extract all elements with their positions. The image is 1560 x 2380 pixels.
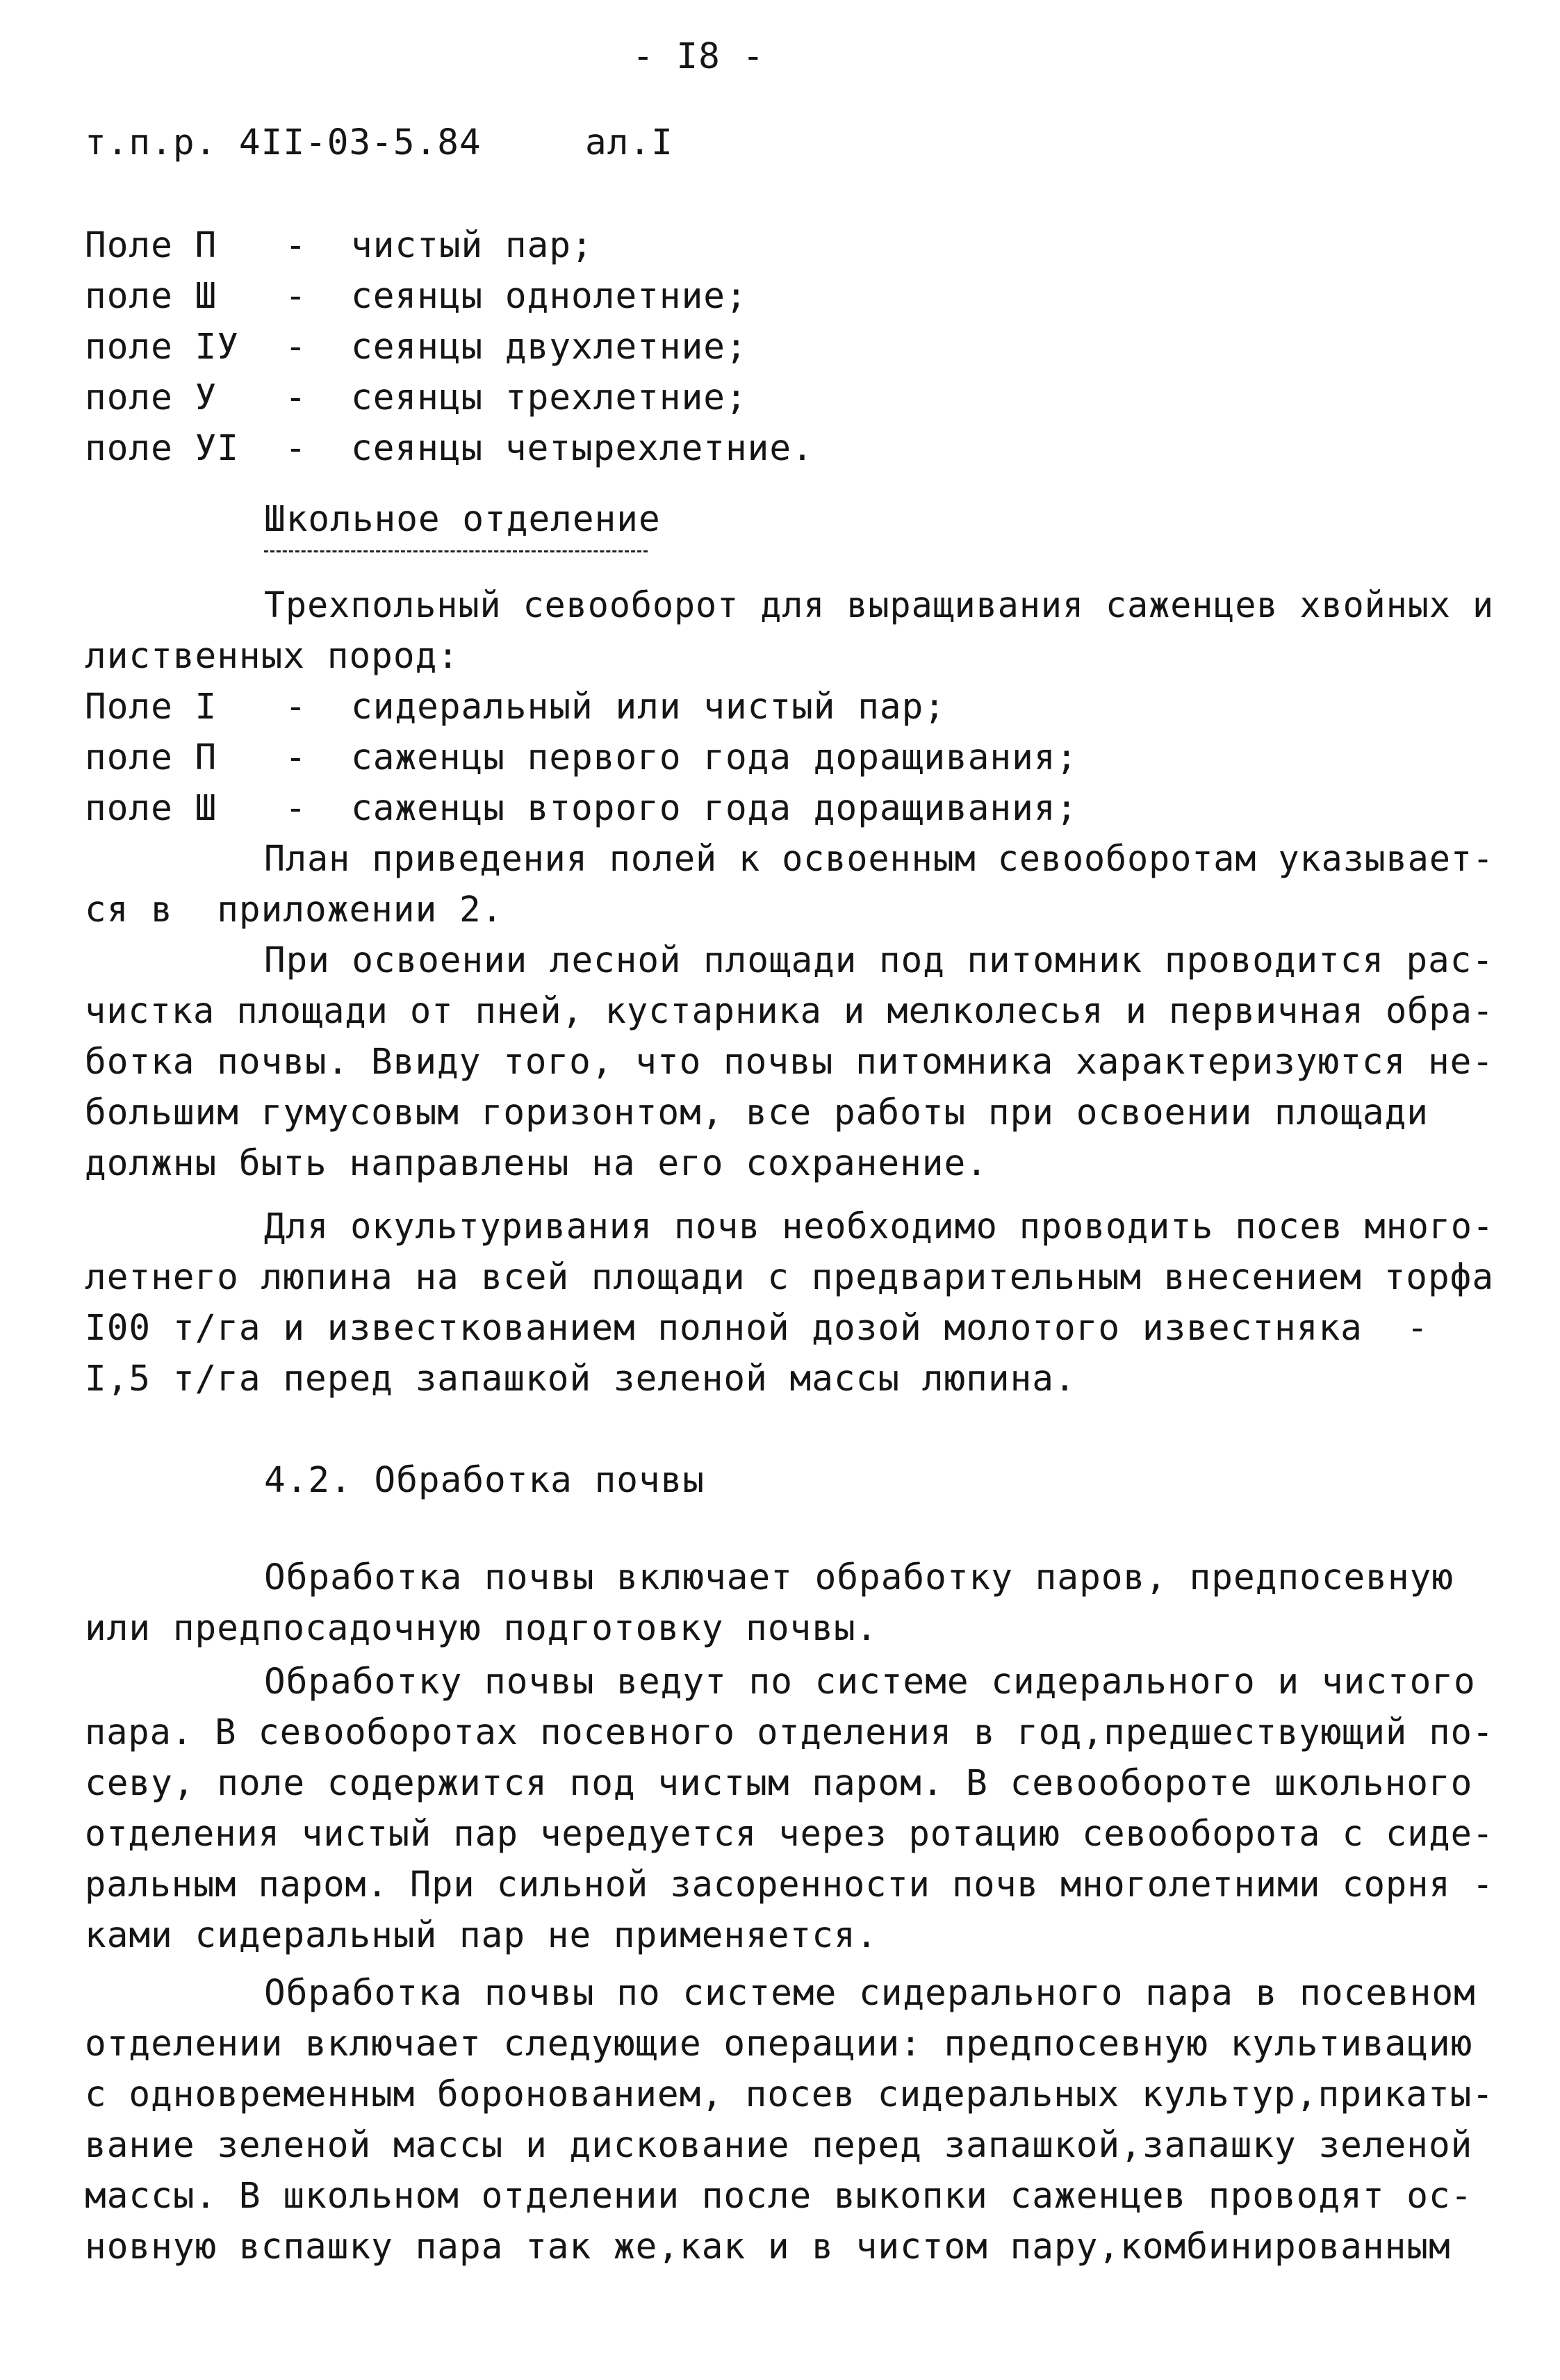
field-text: саженцы второго года доращивания;: [351, 788, 1078, 829]
school-intro-line: лиственных пород:: [85, 636, 459, 677]
paragraph-line: массы. В школьном отделении после выкопки саженцев проводят ос-: [85, 2176, 1473, 2217]
field-label: поле Ш: [85, 276, 217, 317]
document-code: т.п.р. 4II-03-5.84: [85, 122, 482, 163]
field-label: Поле П: [85, 225, 217, 266]
paragraph-line: Обработку почвы ведут по системе сидерального и чистого: [264, 1661, 1476, 1702]
field-text: сеянцы двухлетние;: [351, 327, 748, 368]
field-dash: -: [285, 788, 307, 829]
sheet-number: ал.I: [585, 122, 673, 163]
paragraph-line: При освоении лесной площади под питомник проводится рас-: [264, 940, 1494, 981]
field-label: поле У: [85, 377, 217, 418]
field-label: поле П: [85, 737, 217, 778]
field-dash: -: [285, 377, 307, 418]
school-section-heading: Школьное отделение: [264, 499, 661, 540]
paragraph-line: Обработка почвы включает обработку паров, предпосевную: [264, 1557, 1454, 1598]
field-text: сеянцы четырехлетние.: [351, 428, 814, 469]
field-dash: -: [285, 428, 307, 469]
paragraph-line: I00 т/га и известкованием полной дозой молотого известняка -: [85, 1308, 1429, 1349]
paragraph-line: чистка площади от пней, кустарника и мелколесья и первичная обра-: [85, 991, 1494, 1032]
paragraph-line: План приведения полей к освоенным севооборотам указывает-: [264, 839, 1494, 880]
section-heading: 4.2. Обработка почвы: [264, 1460, 705, 1501]
field-dash: -: [285, 737, 307, 778]
paragraph-line: с одновременным боронованием, посев сидеральных культур,прикаты-: [85, 2074, 1494, 2115]
paragraph-line: новную вспашку пара так же,как и в чистом пару,комбинированным: [85, 2226, 1451, 2267]
paragraph-line: вание зеленой массы и дискование перед запашкой,запашку зеленой: [85, 2125, 1473, 2166]
paragraph-line: пара. В севооборотах посевного отделения в год,предшествующий по-: [85, 1712, 1494, 1753]
paragraph-line: отделения чистый пар чередуется через ротацию севооборота с сиде-: [85, 1814, 1494, 1855]
field-dash: -: [285, 687, 307, 728]
paragraph-line: или предпосадочную подготовку почвы.: [85, 1608, 878, 1649]
paragraph-line: ками сидеральный пар не применяется.: [85, 1915, 878, 1956]
paragraph-line: отделении включает следующие операции: предпосевную культивацию: [85, 2024, 1473, 2065]
paragraph-line: большим гумусовым горизонтом, все работы при освоении площади: [85, 1092, 1429, 1133]
field-text: сеянцы трехлетние;: [351, 377, 748, 418]
page-number: - I8 -: [632, 36, 765, 77]
field-label: поле IУ: [85, 327, 239, 368]
field-dash: -: [285, 327, 307, 368]
paragraph-line: Обработка почвы по системе сидерального пара в посевном: [264, 1973, 1476, 2014]
paragraph-line: ся в приложении 2.: [85, 889, 504, 930]
field-label: поле Ш: [85, 788, 217, 829]
paragraph-line: севу, поле содержится под чистым паром. В севообороте школьного: [85, 1763, 1473, 1804]
field-label: Поле I: [85, 687, 217, 728]
heading-underline: [264, 550, 648, 552]
field-dash: -: [285, 225, 307, 266]
field-text: сидеральный или чистый пар;: [351, 687, 946, 728]
field-text: саженцы первого года доращивания;: [351, 737, 1078, 778]
paragraph-line: I,5 т/га перед запашкой зеленой массы люпина.: [85, 1359, 1076, 1400]
field-dash: -: [285, 276, 307, 317]
field-label: поле УI: [85, 428, 239, 469]
paragraph-line: ботка почвы. Ввиду того, что почвы питомника характеризуются не-: [85, 1042, 1494, 1083]
paragraph-line: ральным паром. При сильной засоренности почв многолетними сорня -: [85, 1864, 1494, 1905]
school-intro-line: Трехпольный севооборот для выращивания саженцев хвойных и: [264, 585, 1494, 626]
field-text: сеянцы однолетние;: [351, 276, 748, 317]
paragraph-line: должны быть направлены на его сохранение.: [85, 1143, 988, 1184]
field-text: чистый пар;: [351, 225, 593, 266]
paragraph-line: летнего люпина на всей площади с предварительным внесением торфа: [85, 1257, 1494, 1298]
paragraph-line: Для окультуривания почв необходимо проводить посев много-: [264, 1206, 1494, 1247]
